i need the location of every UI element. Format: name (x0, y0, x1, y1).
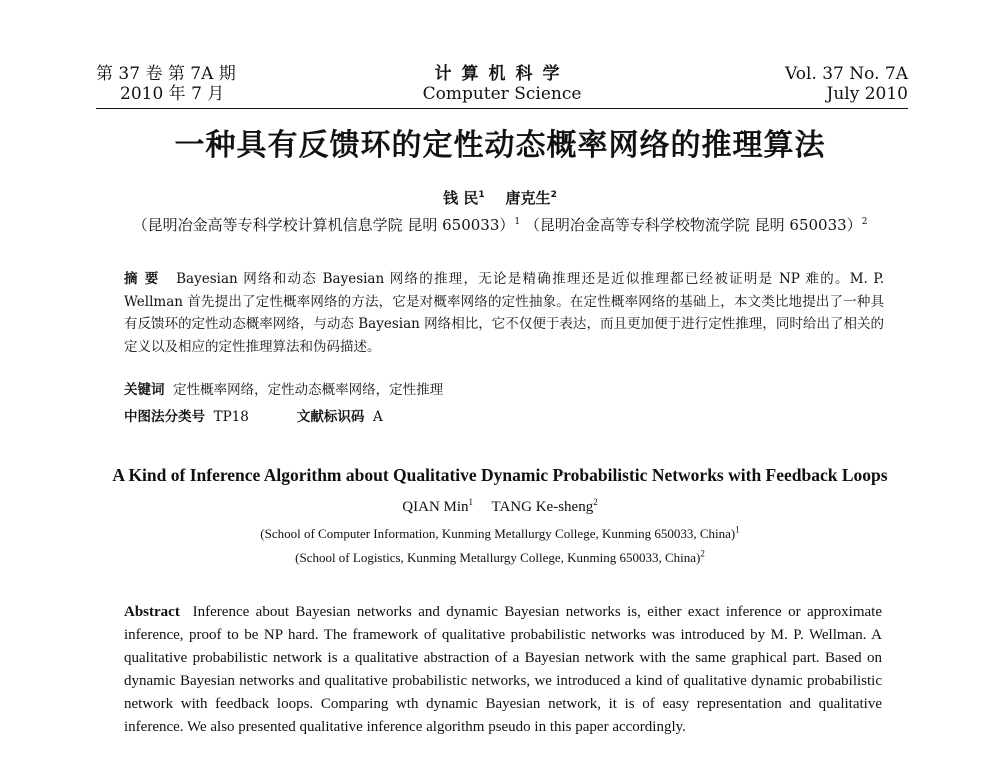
author-1-sup: 1 (478, 190, 485, 200)
abstract-en (124, 601, 882, 739)
author-1-en-sup: 1 (468, 497, 474, 507)
header-date-en: July 2010 (826, 84, 908, 104)
affiliation-2-en: (School of Logistics, Kunming Metallurgy College, Kunming 650033, China) (295, 550, 701, 565)
journal-name-en: Computer Science (422, 84, 582, 104)
affiliation-2-en-sup: 2 (700, 548, 705, 559)
doc-code-value: A (372, 409, 383, 425)
abstract-zh (124, 268, 884, 358)
keywords-zh-text: 定性概率网络，定性动态概率网络，定性推理 (173, 382, 444, 398)
header-volume-en (688, 64, 908, 104)
header-volume-issue: 第 37 卷 第 7A 期 (96, 64, 236, 84)
affiliation-1-en-line (0, 526, 1000, 542)
affiliation-2-en-line (0, 550, 1000, 566)
authors-en (0, 499, 1000, 516)
keywords-zh-label: 关键词 (124, 382, 165, 398)
journal-name-zh: 计算机科学 (434, 64, 570, 84)
author-1-en: QIAN Min (402, 499, 469, 515)
authors-zh (0, 187, 1000, 208)
abstract-zh-label: 摘 要 (124, 271, 160, 287)
affiliation-1-sup: 1 (514, 217, 521, 227)
clc-label: 中图法分类号 (124, 409, 205, 425)
affiliation-1-en-sup: 1 (735, 524, 740, 535)
abstract-zh-text: Bayesian 网络和动态 Bayesian 网络的推理，无论是精确推理还是近似推理都已经被证明是 NP 难的。M. P. Wellman 首先提出了定性概率网络的方法，它是对概率网络的定性抽象。在定性概率网络的基础上，本文类比地提出了一种具有反馈环的定性动态概率网络，与动态 Bayesian 网络相比，它不仅便于表达，而且更加便于进行定性推理，同时给出了相关的定义以及相应的定性推理算法和伪码描述。 (124, 271, 885, 355)
author-2-sup: 2 (550, 190, 557, 200)
author-2-zh: 唐克生 (505, 189, 551, 207)
header-journal-name (386, 64, 618, 104)
journal-header (96, 64, 908, 109)
affiliation-1-en: (School of Computer Information, Kunming Metallurgy College, Kunming 650033, China) (260, 526, 736, 541)
author-2-en-sup: 2 (593, 497, 598, 507)
affiliation-2-sup: 2 (861, 217, 868, 227)
clc-value: TP18 (213, 409, 249, 425)
header-date-zh: 2010 年 7 月 (120, 84, 225, 104)
keywords-zh (124, 380, 443, 400)
author-2-en: TANG Ke-sheng (491, 499, 594, 515)
header-vol-no-en: Vol. 37 No. 7A (785, 64, 908, 84)
affiliation-2-zh: （昆明冶金高等专科学校物流学院 昆明 650033） (524, 216, 862, 234)
header-volume-info (96, 64, 326, 104)
paper-title-en: A Kind of Inference Algorithm about Qualitative Dynamic Probabilistic Networks with Feedback Loops (112, 465, 888, 485)
author-1-zh: 钱 民 (443, 189, 479, 207)
abstract-en-text: Inference about Bayesian networks and dynamic Bayesian networks is, either exact inference or approximate inference, proof to be NP hard. The framework of qualitative probabilistic networks was introduced by M. P. Wellman. A qualitative probabilistic network is a qualitative abstraction of a Bayesian network with the same graphical part. Based on dynamic Bayesian networks and qualitative probabilistic networks, we introduced a kind of qualitative dynamic probabilistic network with feedback loops. Comparing wth dynamic Bayesian network, it is of easy representation and qualitative inference. We also presented qualitative inference algorithm pseudo in this paper accordingly. (124, 604, 882, 735)
abstract-en-label: Abstract (124, 604, 180, 620)
affiliations-zh (30, 214, 970, 235)
doc-code-label: 文献标识码 (296, 409, 365, 425)
paper-title-zh: 一种具有反馈环的定性动态概率网络的推理算法 (174, 128, 826, 163)
affiliation-1-zh: （昆明冶金高等专科学校计算机信息学院 昆明 650033） (132, 216, 515, 234)
classification-info (124, 407, 884, 427)
